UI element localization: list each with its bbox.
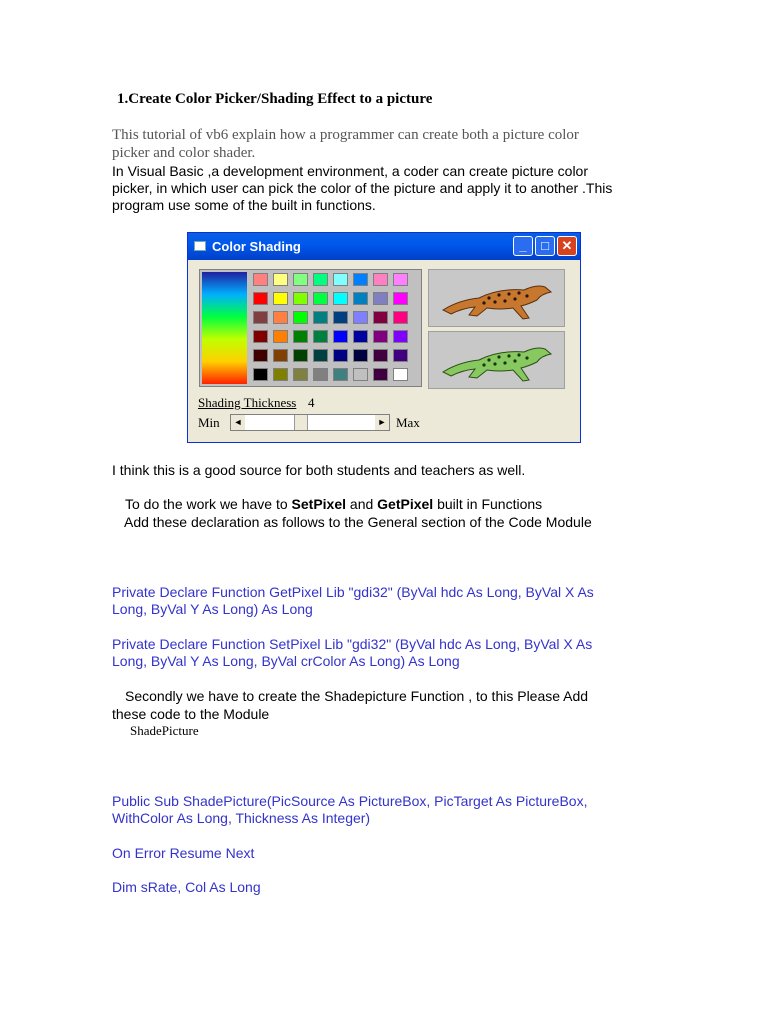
page-title: 1.Create Color Picker/Shading Effect to a picture — [117, 91, 433, 107]
window-title: Color Shading — [212, 239, 301, 254]
intro-line-3: In Visual Basic ,a development environment, a coder can create picture color — [112, 163, 588, 179]
color-swatch[interactable] — [353, 273, 368, 286]
min-label: Min — [198, 415, 220, 430]
window-titlebar — [188, 233, 580, 260]
color-swatch[interactable] — [313, 349, 328, 362]
color-swatch[interactable] — [253, 368, 268, 381]
color-swatch[interactable] — [393, 330, 408, 343]
color-swatch[interactable] — [333, 273, 348, 286]
color-gradient-picker[interactable] — [202, 272, 247, 384]
color-palette — [199, 269, 422, 387]
code-getpixel-line-2: Long, ByVal Y As Long) As Long — [112, 601, 313, 617]
color-swatch[interactable] — [373, 330, 388, 343]
intro-line-2: picker and color shader. — [112, 145, 256, 161]
code-setpixel-line-1: Private Declare Function SetPixel Lib "gdi32" (ByVal hdc As Long, ByVal X As — [112, 636, 593, 652]
color-swatch[interactable] — [293, 292, 308, 305]
scroll-right-arrow[interactable]: ► — [375, 415, 389, 430]
color-swatch[interactable] — [293, 368, 308, 381]
color-swatch[interactable] — [273, 330, 288, 343]
code-shadepicture-line-1: Public Sub ShadePicture(PicSource As PictureBox, PicTarget As PictureBox, — [112, 793, 588, 809]
color-swatch[interactable] — [373, 311, 388, 324]
color-swatch[interactable] — [313, 330, 328, 343]
color-swatch[interactable] — [353, 349, 368, 362]
target-picture[interactable] — [428, 331, 565, 389]
color-swatch[interactable] — [393, 368, 408, 381]
color-swatch[interactable] — [353, 292, 368, 305]
color-swatch[interactable] — [353, 330, 368, 343]
color-swatch[interactable] — [313, 292, 328, 305]
color-swatch[interactable] — [373, 273, 388, 286]
color-swatch[interactable] — [293, 349, 308, 362]
getpixel-term: GetPixel — [377, 496, 434, 512]
color-swatch[interactable] — [293, 273, 308, 286]
cheetah-shaded-image — [429, 332, 564, 388]
code-shadepicture-line-2: WithColor As Long, Thickness As Integer) — [112, 810, 371, 826]
color-swatch[interactable] — [253, 311, 268, 324]
color-swatch[interactable] — [253, 292, 268, 305]
code-on-error: On Error Resume Next — [112, 845, 255, 861]
paragraph-declaration: Add these declaration as follows to the General section of the Code Module — [124, 514, 592, 530]
color-shading-window — [187, 232, 581, 443]
color-swatch[interactable] — [333, 292, 348, 305]
color-swatch[interactable] — [373, 292, 388, 305]
window-app-icon — [194, 241, 206, 251]
scroll-left-arrow[interactable]: ◄ — [231, 415, 245, 430]
max-label: Max — [396, 415, 420, 430]
color-swatch[interactable] — [273, 349, 288, 362]
color-swatch[interactable] — [333, 330, 348, 343]
color-swatch[interactable] — [273, 273, 288, 286]
intro-line-5: program use some of the built in functions. — [112, 197, 376, 213]
code-dim: Dim sRate, Col As Long — [112, 879, 261, 895]
color-swatch[interactable] — [313, 311, 328, 324]
color-swatch[interactable] — [313, 273, 328, 286]
color-swatch[interactable] — [393, 273, 408, 286]
code-getpixel-line-1: Private Declare Function GetPixel Lib "gdi32" (ByVal hdc As Long, ByVal X As — [112, 584, 594, 600]
thickness-scrollbar[interactable] — [230, 414, 390, 431]
shading-thickness-label: Shading Thickness — [198, 395, 297, 410]
close-button[interactable]: ✕ — [557, 236, 577, 256]
minimize-button[interactable]: _ — [513, 236, 533, 256]
color-swatch[interactable] — [273, 368, 288, 381]
color-swatch[interactable] — [353, 311, 368, 324]
color-swatch[interactable] — [373, 368, 388, 381]
color-swatch[interactable] — [253, 330, 268, 343]
color-swatch[interactable] — [273, 311, 288, 324]
paragraph-good-source: I think this is a good source for both students and teachers as well. — [112, 462, 526, 478]
color-swatch[interactable] — [273, 292, 288, 305]
paragraph-setpixel-getpixel — [125, 496, 542, 513]
color-swatch[interactable] — [253, 349, 268, 362]
color-swatch[interactable] — [293, 311, 308, 324]
shadepicture-label: ShadePicture — [130, 723, 199, 738]
color-swatch[interactable] — [313, 368, 328, 381]
scroll-thumb[interactable] — [294, 415, 308, 430]
setpixel-term: SetPixel — [291, 496, 347, 512]
code-setpixel-line-2: Long, ByVal Y As Long, ByVal crColor As Long) As Long — [112, 653, 460, 669]
cheetah-source-image — [429, 270, 564, 326]
color-swatch[interactable] — [333, 311, 348, 324]
color-swatch[interactable] — [393, 311, 408, 324]
color-swatch[interactable] — [333, 349, 348, 362]
source-picture[interactable] — [428, 269, 565, 327]
color-swatch[interactable] — [293, 330, 308, 343]
color-swatch[interactable] — [373, 349, 388, 362]
paragraph-shadepicture-2: these code to the Module — [112, 706, 270, 722]
intro-line-4: picker, in which user can pick the color of the picture and apply it to another .This — [112, 180, 613, 196]
paragraph-shadepicture-1: Secondly we have to create the Shadepicture Function , to this Please Add — [125, 688, 589, 704]
intro-line-1: This tutorial of vb6 explain how a programmer can create both a picture color — [112, 127, 579, 143]
shading-thickness-value: 4 — [308, 395, 315, 410]
color-swatch[interactable] — [393, 292, 408, 305]
color-swatch[interactable] — [333, 368, 348, 381]
color-swatch[interactable] — [393, 349, 408, 362]
color-swatch[interactable] — [253, 273, 268, 286]
maximize-button[interactable]: □ — [535, 236, 555, 256]
para3-and: and — [346, 496, 378, 512]
para3-pre: To do the work we have to — [125, 496, 292, 512]
para3-post: built in Functions — [433, 496, 543, 512]
color-swatch[interactable] — [353, 368, 368, 381]
